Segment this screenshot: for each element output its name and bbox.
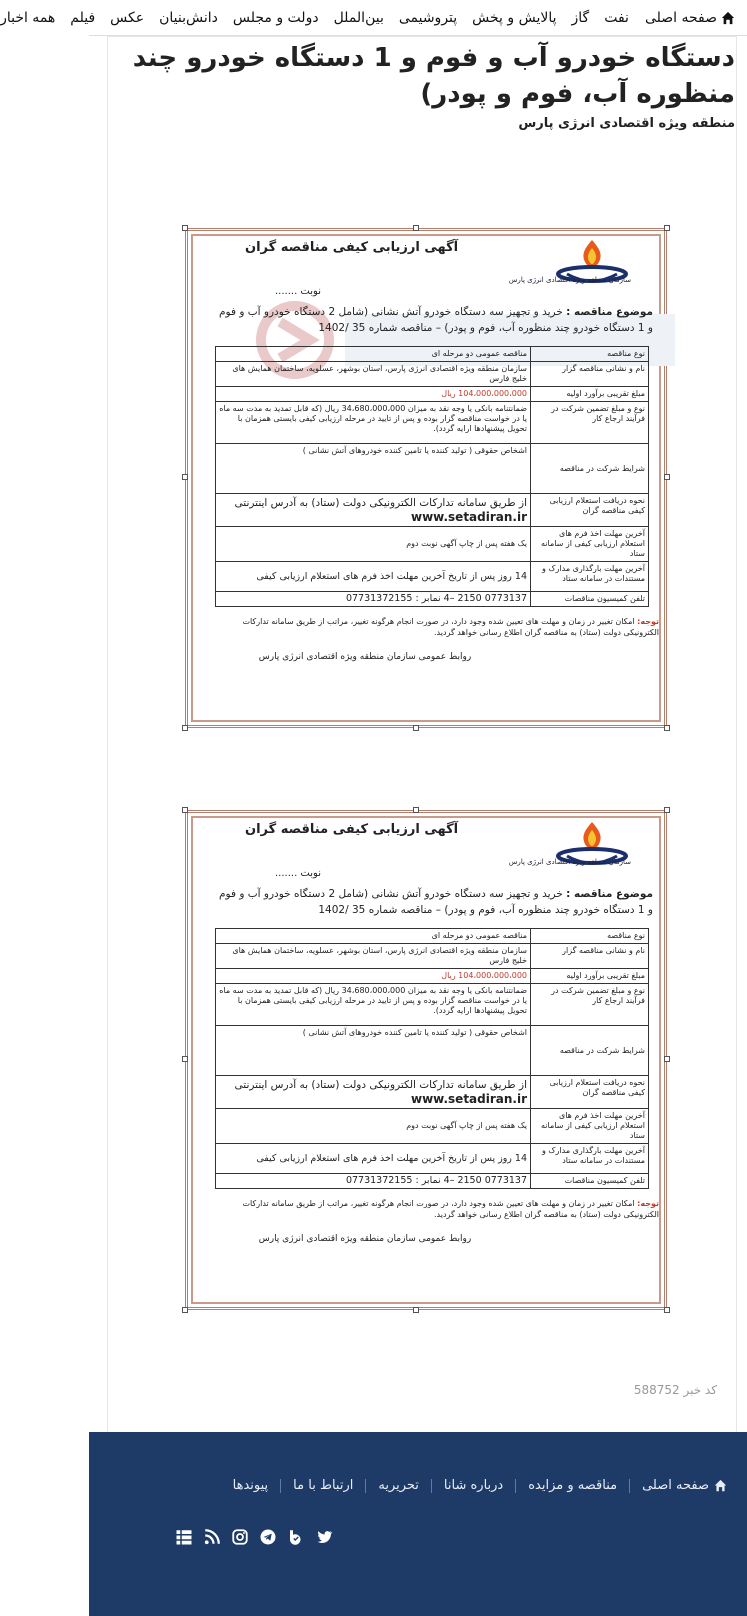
news-code-label: کد خبر: [683, 1383, 717, 1397]
table-cell-label: آخرین مهلت اخذ فرم های استعلام ارزیابی کیفی از سامانه ستاد: [531, 527, 649, 562]
nav-item-all-news[interactable]: همه اخبار: [0, 9, 56, 26]
table-cell-label: تلفن کمیسیون مناقصات: [531, 592, 649, 607]
table-cell-value: مناقصه عمومی دو مرحله ای: [216, 929, 531, 944]
table-row: [216, 527, 649, 562]
tender-details-table: [215, 928, 649, 1189]
article-source: منطقه ویژه اقتصادی انرژی پارس: [518, 116, 735, 131]
ad-heading: آگهی ارزیابی کیفی مناقصه گران: [245, 240, 459, 255]
site-footer: [89, 1432, 747, 1616]
organization-name: سازمان منطقه ویژه اقتصادی انرژی پارس: [508, 858, 631, 866]
resize-handle[interactable]: [182, 225, 188, 231]
subject-text: خرید و تجهیز سه دستگاه خودرو آتش نشانی (شامل 2 دستگاه خودرو آب و فوم و 1 دستگاه خودرو چند منظوره آب، فوم و پودر) – مناقصه شماره 35 /1402: [219, 888, 653, 916]
subject-text: خرید و تجهیز سه دستگاه خودرو آتش نشانی (شامل 2 دستگاه خودرو آب و فوم و 1 دستگاه خودرو چند منظوره آب، فوم و پودر) – مناقصه شماره 35 /1402: [219, 306, 653, 334]
footer-link-home[interactable]: [642, 1478, 727, 1493]
nav-item-petrochemical[interactable]: پتروشیمی: [398, 9, 458, 26]
table-row: [216, 1174, 649, 1189]
table-cell-label: نوع مناقصه: [531, 929, 649, 944]
ad-notice: [209, 1198, 659, 1220]
table-cell-label: نوع و مبلغ تضمین شرکت در فرآیند ارجاع کار: [531, 402, 649, 444]
table-cell-value: یک هفته پس از چاپ آگهی نوبت دوم: [216, 527, 531, 562]
table-cell-value: ضمانتنامه بانکی یا وجه نقد به میزان 34،680،000،000 ریال (که قابل تمدید به مدت سه ماه یا در خواست مناقصه گزار بوده و پس از تایید در مرحله ارزیابی کیفی بایستی همزمان با تحویل پیشنهادها ارایه گردد).: [216, 984, 531, 1026]
ad-heading: آگهی ارزیابی کیفی مناقصه گران: [245, 822, 459, 837]
estimate-value: 104،000،000،000 ریال: [441, 389, 527, 398]
flame-logo-icon: [547, 820, 637, 876]
table-row: [216, 387, 649, 402]
divider: [431, 1479, 432, 1493]
resize-handle[interactable]: [664, 725, 670, 731]
table-row: [216, 969, 649, 984]
top-navigation: [0, 0, 747, 36]
table-row: [216, 984, 649, 1026]
table-cell-value: یک هفته پس از چاپ آگهی نوبت دوم: [216, 1109, 531, 1144]
table-cell-value: [216, 387, 531, 402]
setad-url-link[interactable]: www.setadiran.ir: [410, 510, 527, 524]
resize-handle[interactable]: [182, 1056, 188, 1062]
resize-handle[interactable]: [664, 807, 670, 813]
notice-text: امکان تغییر در زمان و مهلت های تعیین شده وجود دارد، در صورت انجام هرگونه تغییر، مراتب از طریق سامانه تدارکات الکترونیکی دولت (ستاد) به مناقصه گران اطلاع رسانی خواهد گردید.: [242, 1199, 659, 1219]
telegram-icon[interactable]: [259, 1528, 277, 1546]
table-cell-value: ضمانتنامه بانکی یا وجه نقد به میزان 34،680،000،000 ریال (که قابل تمدید به مدت سه ماه یا در خواست مناقصه گزار بوده و پس از تایید در مرحله ارزیابی کیفی بایستی همزمان با تحویل پیشنهادها ارایه گردد).: [216, 402, 531, 444]
ad-signature: روابط عمومی سازمان منطقه ویژه اقتصادی انرژی پارس: [258, 1234, 472, 1244]
table-cell-label: نحوه دریافت استعلام ارزیابی کیفی مناقصه گران: [531, 1076, 649, 1109]
table-row: [216, 347, 649, 362]
table-cell-label: آخرین مهلت اخذ فرم های استعلام ارزیابی کیفی از سامانه ستاد: [531, 1109, 649, 1144]
tender-details-table: [215, 346, 649, 607]
ad-signature: روابط عمومی سازمان منطقه ویژه اقتصادی انرژی پارس: [258, 652, 472, 662]
nav-item-international[interactable]: بین‌الملل: [333, 9, 384, 26]
resize-handle[interactable]: [182, 807, 188, 813]
subject-label: موضوع مناقصه :: [566, 888, 653, 900]
nav-item-government[interactable]: دولت و مجلس: [232, 9, 319, 26]
table-row: [216, 494, 649, 527]
news-code: [634, 1383, 717, 1397]
flame-logo-icon: [547, 238, 637, 294]
table-cell-label: شرایط شرکت در مناقصه: [531, 444, 649, 494]
divider: [365, 1479, 366, 1493]
table-row: [216, 929, 649, 944]
table-cell-label: مبلغ تقریبی برآورد اولیه: [531, 387, 649, 402]
setad-text: از طریق سامانه تدارکات الکترونیکی دولت (ستاد) به آدرس اینترنتی: [234, 497, 527, 509]
resize-handle[interactable]: [182, 725, 188, 731]
table-cell-value: [216, 494, 531, 527]
nav-item-refining[interactable]: پالایش و پخش: [472, 9, 557, 26]
table-cell-label: آخرین مهلت بارگذاری مدارک و مستندات در سامانه ستاد: [531, 562, 649, 592]
resize-handle[interactable]: [664, 225, 670, 231]
table-cell-label: مبلغ تقریبی برآورد اولیه: [531, 969, 649, 984]
divider: [629, 1479, 630, 1493]
footer-link-tenders[interactable]: مناقصه و مزایده: [528, 1478, 618, 1493]
organization-name: سازمان منطقه ویژه اقتصادی انرژی پارس: [508, 276, 631, 284]
tender-ad-image: [185, 228, 667, 728]
table-cell-value: 14 روز پس از تاریخ آخرین مهلت اخذ فرم های استعلام ارزیابی کیفی: [216, 562, 531, 592]
ad-round: نوبت .......: [275, 868, 321, 879]
resize-handle[interactable]: [182, 474, 188, 480]
resize-handle[interactable]: [664, 1307, 670, 1313]
nav-item-photo[interactable]: عکس: [110, 9, 145, 26]
table-row: [216, 1144, 649, 1174]
table-cell-value: 0773137 2150 –4 نمابر : 07731372155: [216, 592, 531, 607]
table-cell-label: شرایط شرکت در مناقصه: [531, 1026, 649, 1076]
nav-home-link[interactable]: [645, 10, 735, 26]
table-cell-value: [216, 969, 531, 984]
resize-handle[interactable]: [664, 1056, 670, 1062]
bale-icon[interactable]: [287, 1528, 305, 1546]
nav-item-oil[interactable]: نفت: [604, 9, 629, 26]
table-row: [216, 562, 649, 592]
ad-subject: [213, 304, 653, 336]
table-cell-value: مناقصه عمومی دو مرحله ای: [216, 347, 531, 362]
resize-handle[interactable]: [182, 1307, 188, 1313]
table-cell-label: نام و نشانی مناقصه گزار: [531, 944, 649, 969]
nav-item-gas[interactable]: گاز: [571, 9, 590, 26]
table-cell-label: نحوه دریافت استعلام ارزیابی کیفی مناقصه گران: [531, 494, 649, 527]
table-cell-label: نوع مناقصه: [531, 347, 649, 362]
resize-handle[interactable]: [413, 807, 419, 813]
table-row: [216, 402, 649, 444]
social-links: [175, 1528, 333, 1546]
list-icon[interactable]: [175, 1528, 193, 1546]
nav-item-knowledge-based[interactable]: دانش‌بنیان: [159, 9, 218, 26]
resize-handle[interactable]: [413, 225, 419, 231]
rss-icon[interactable]: [203, 1528, 221, 1546]
table-row: [216, 444, 649, 494]
ad-notice: [209, 616, 659, 638]
resize-handle[interactable]: [664, 474, 670, 480]
footer-link-about[interactable]: درباره شانا: [443, 1478, 504, 1493]
home-icon: [721, 11, 735, 25]
instagram-icon[interactable]: [231, 1528, 249, 1546]
table-cell-value: اشخاص حقوقی ( تولید کننده یا تامین کننده خودروهای آتش نشانی ): [216, 444, 531, 494]
subject-label: موضوع مناقصه :: [566, 306, 653, 318]
nav-item-film[interactable]: فیلم: [70, 9, 96, 26]
table-cell-value: 14 روز پس از تاریخ آخرین مهلت اخذ فرم های استعلام ارزیابی کیفی: [216, 1144, 531, 1174]
table-cell-label: تلفن کمیسیون مناقصات: [531, 1174, 649, 1189]
table-row: [216, 362, 649, 387]
table-row: [216, 1026, 649, 1076]
table-cell-label: آخرین مهلت بارگذاری مدارک و مستندات در سامانه ستاد: [531, 1144, 649, 1174]
table-cell-value: [216, 1076, 531, 1109]
home-icon: [714, 1479, 727, 1492]
footer-link-editorial[interactable]: تحریریه: [378, 1478, 419, 1493]
footer-link-links[interactable]: پیوندها: [232, 1478, 269, 1493]
divider: [280, 1479, 281, 1493]
notice-label: توجه:: [637, 1199, 659, 1208]
table-cell-value: اشخاص حقوقی ( تولید کننده یا تامین کننده خودروهای آتش نشانی ): [216, 1026, 531, 1076]
table-cell-label: نوع و مبلغ تضمین شرکت در فرآیند ارجاع کار: [531, 984, 649, 1026]
resize-handle[interactable]: [413, 1307, 419, 1313]
notice-label: توجه:: [637, 617, 659, 626]
ad-subject: [213, 886, 653, 918]
ad-round: نوبت .......: [275, 286, 321, 297]
setad-text: از طریق سامانه تدارکات الکترونیکی دولت (ستاد) به آدرس اینترنتی: [234, 1079, 527, 1091]
resize-handle[interactable]: [413, 725, 419, 731]
setad-url-link[interactable]: www.setadiran.ir: [410, 1092, 527, 1106]
news-code-value: 588752: [633, 1383, 680, 1397]
footer-link-contact[interactable]: ارتباط با ما: [293, 1478, 354, 1493]
table-cell-value: 0773137 2150 –4 نمابر : 07731372155: [216, 1174, 531, 1189]
table-cell-value: سازمان منطقه ویژه اقتصادی انرژی پارس، استان بوشهر، عسلویه، ساختمان همایش های خلیج فارس: [216, 944, 531, 969]
footer-link-label: صفحه اصلی: [642, 1478, 709, 1493]
footer-links: [233, 1478, 727, 1493]
table-row: [216, 1109, 649, 1144]
divider: [515, 1479, 516, 1493]
table-cell-label: نام و نشانی مناقصه گزار: [531, 362, 649, 387]
table-row: [216, 1076, 649, 1109]
table-cell-value: سازمان منطقه ویژه اقتصادی انرژی پارس، استان بوشهر، عسلویه، ساختمان همایش های خلیج فارس: [216, 362, 531, 387]
tender-ad-image: [185, 810, 667, 1310]
notice-text: امکان تغییر در زمان و مهلت های تعیین شده وجود دارد، در صورت انجام هرگونه تغییر، مراتب از طریق سامانه تدارکات الکترونیکی دولت (ستاد) به مناقصه گران اطلاع رسانی خواهد گردید.: [242, 617, 659, 637]
estimate-value: 104،000،000،000 ریال: [441, 971, 527, 980]
nav-home-label: صفحه اصلی: [644, 9, 717, 26]
article-title: دستگاه خودرو آب و فوم و 1 دستگاه خودرو چند منظوره آب، فوم و پودر): [132, 43, 735, 109]
table-row: [216, 592, 649, 607]
table-row: [216, 944, 649, 969]
twitter-icon[interactable]: [315, 1528, 333, 1546]
